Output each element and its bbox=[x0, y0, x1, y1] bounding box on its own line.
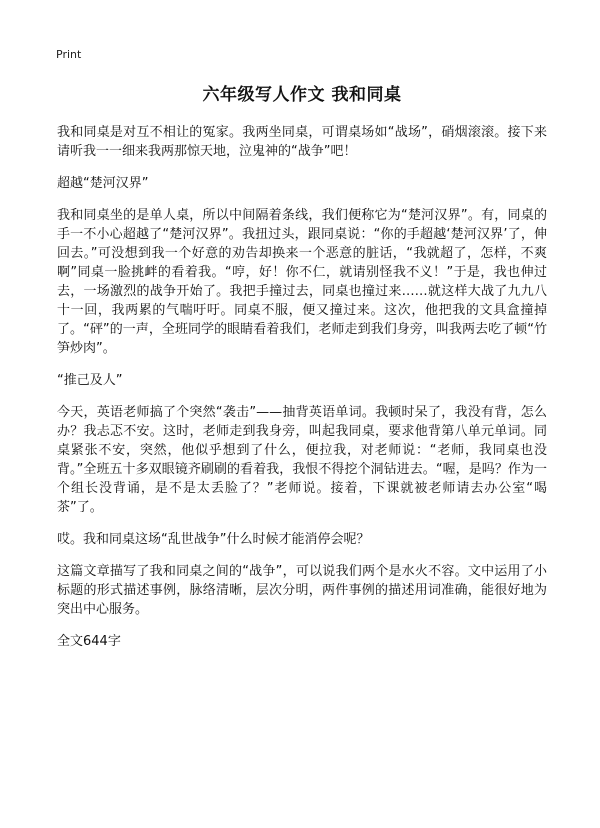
word-count: 全文644字 bbox=[57, 634, 121, 649]
closing-question: 哎。我和同桌这场“乱世战争”什么时候才能消停会呢？ bbox=[57, 532, 370, 547]
commentary-paragraph: 这篇文章描写了我和同桌之间的“战争”，可以说我们两个是水火不容。文中运用了小标题的形式描述事例，脉络清晰，层次分明，两件事例的描述用词准确，能很好地为突出中心服务。 bbox=[57, 564, 547, 617]
intro-paragraph: 我和同桌是对互不相让的冤家。我两坐同桌，可谓桌场如“战场”，硝烟滚滚。接下来请听我一一细来我两那惊天地，泣鬼神的“战争”吧！ bbox=[57, 125, 547, 159]
section-body: 今天，英语老师搞了个突然“袭击”——抽背英语单词。我顿时呆了，我没有背，怎么办？我忐忑不安。这时，老师走到我身旁，叫起我同桌，要求他背第八单元单词。同桌紧张不安，突然，他似乎想到了什么，便拉我，对老师说：“老师，我同桌也没背。”全班五十多双眼镜齐刷刷的看着我，我恨不得挖个洞钻进去。“喔，是吗？作为一个组长没背诵，是不是太丢脸了？”老师说。接着，下课就被老师请去办公室“喝茶”了。 bbox=[57, 405, 547, 515]
print-link[interactable]: Print bbox=[56, 48, 82, 61]
section-body: 我和同桌坐的是单人桌，所以中间隔着条线，我们便称它为“楚河汉界”。有，同桌的手一不小心超越了“楚河汉界”。我扭过头，跟同桌说：“你的手超越‘楚河汉界’了，伸回去。”可没想到我一个好意的劝告却换来一个恶意的脏话，“我就超了，怎样，不爽啊”同桌一脸挑衅的看着我。“哼，好！你不仁，就请别怪我不义！”于是，我也伸过去，一场激烈的战争开始了。我把手撞过去，同桌也撞过来……就这样大战了九九八十一回，我两累的气喘吁吁。同桌不服，便又撞过来。这次，他把我的文具盒撞掉了。“砰”的一声，全班同学的眼睛看着我们，老师走到我们身旁，叫我两去吃了顿“竹笋炒肉”。 bbox=[57, 208, 547, 356]
section-heading: 超越“楚河汉界” bbox=[57, 176, 149, 191]
article bbox=[57, 80, 547, 651]
article-title: 六年级写人作文 我和同桌 bbox=[202, 85, 402, 105]
section-heading: “推己及人” bbox=[57, 373, 123, 388]
